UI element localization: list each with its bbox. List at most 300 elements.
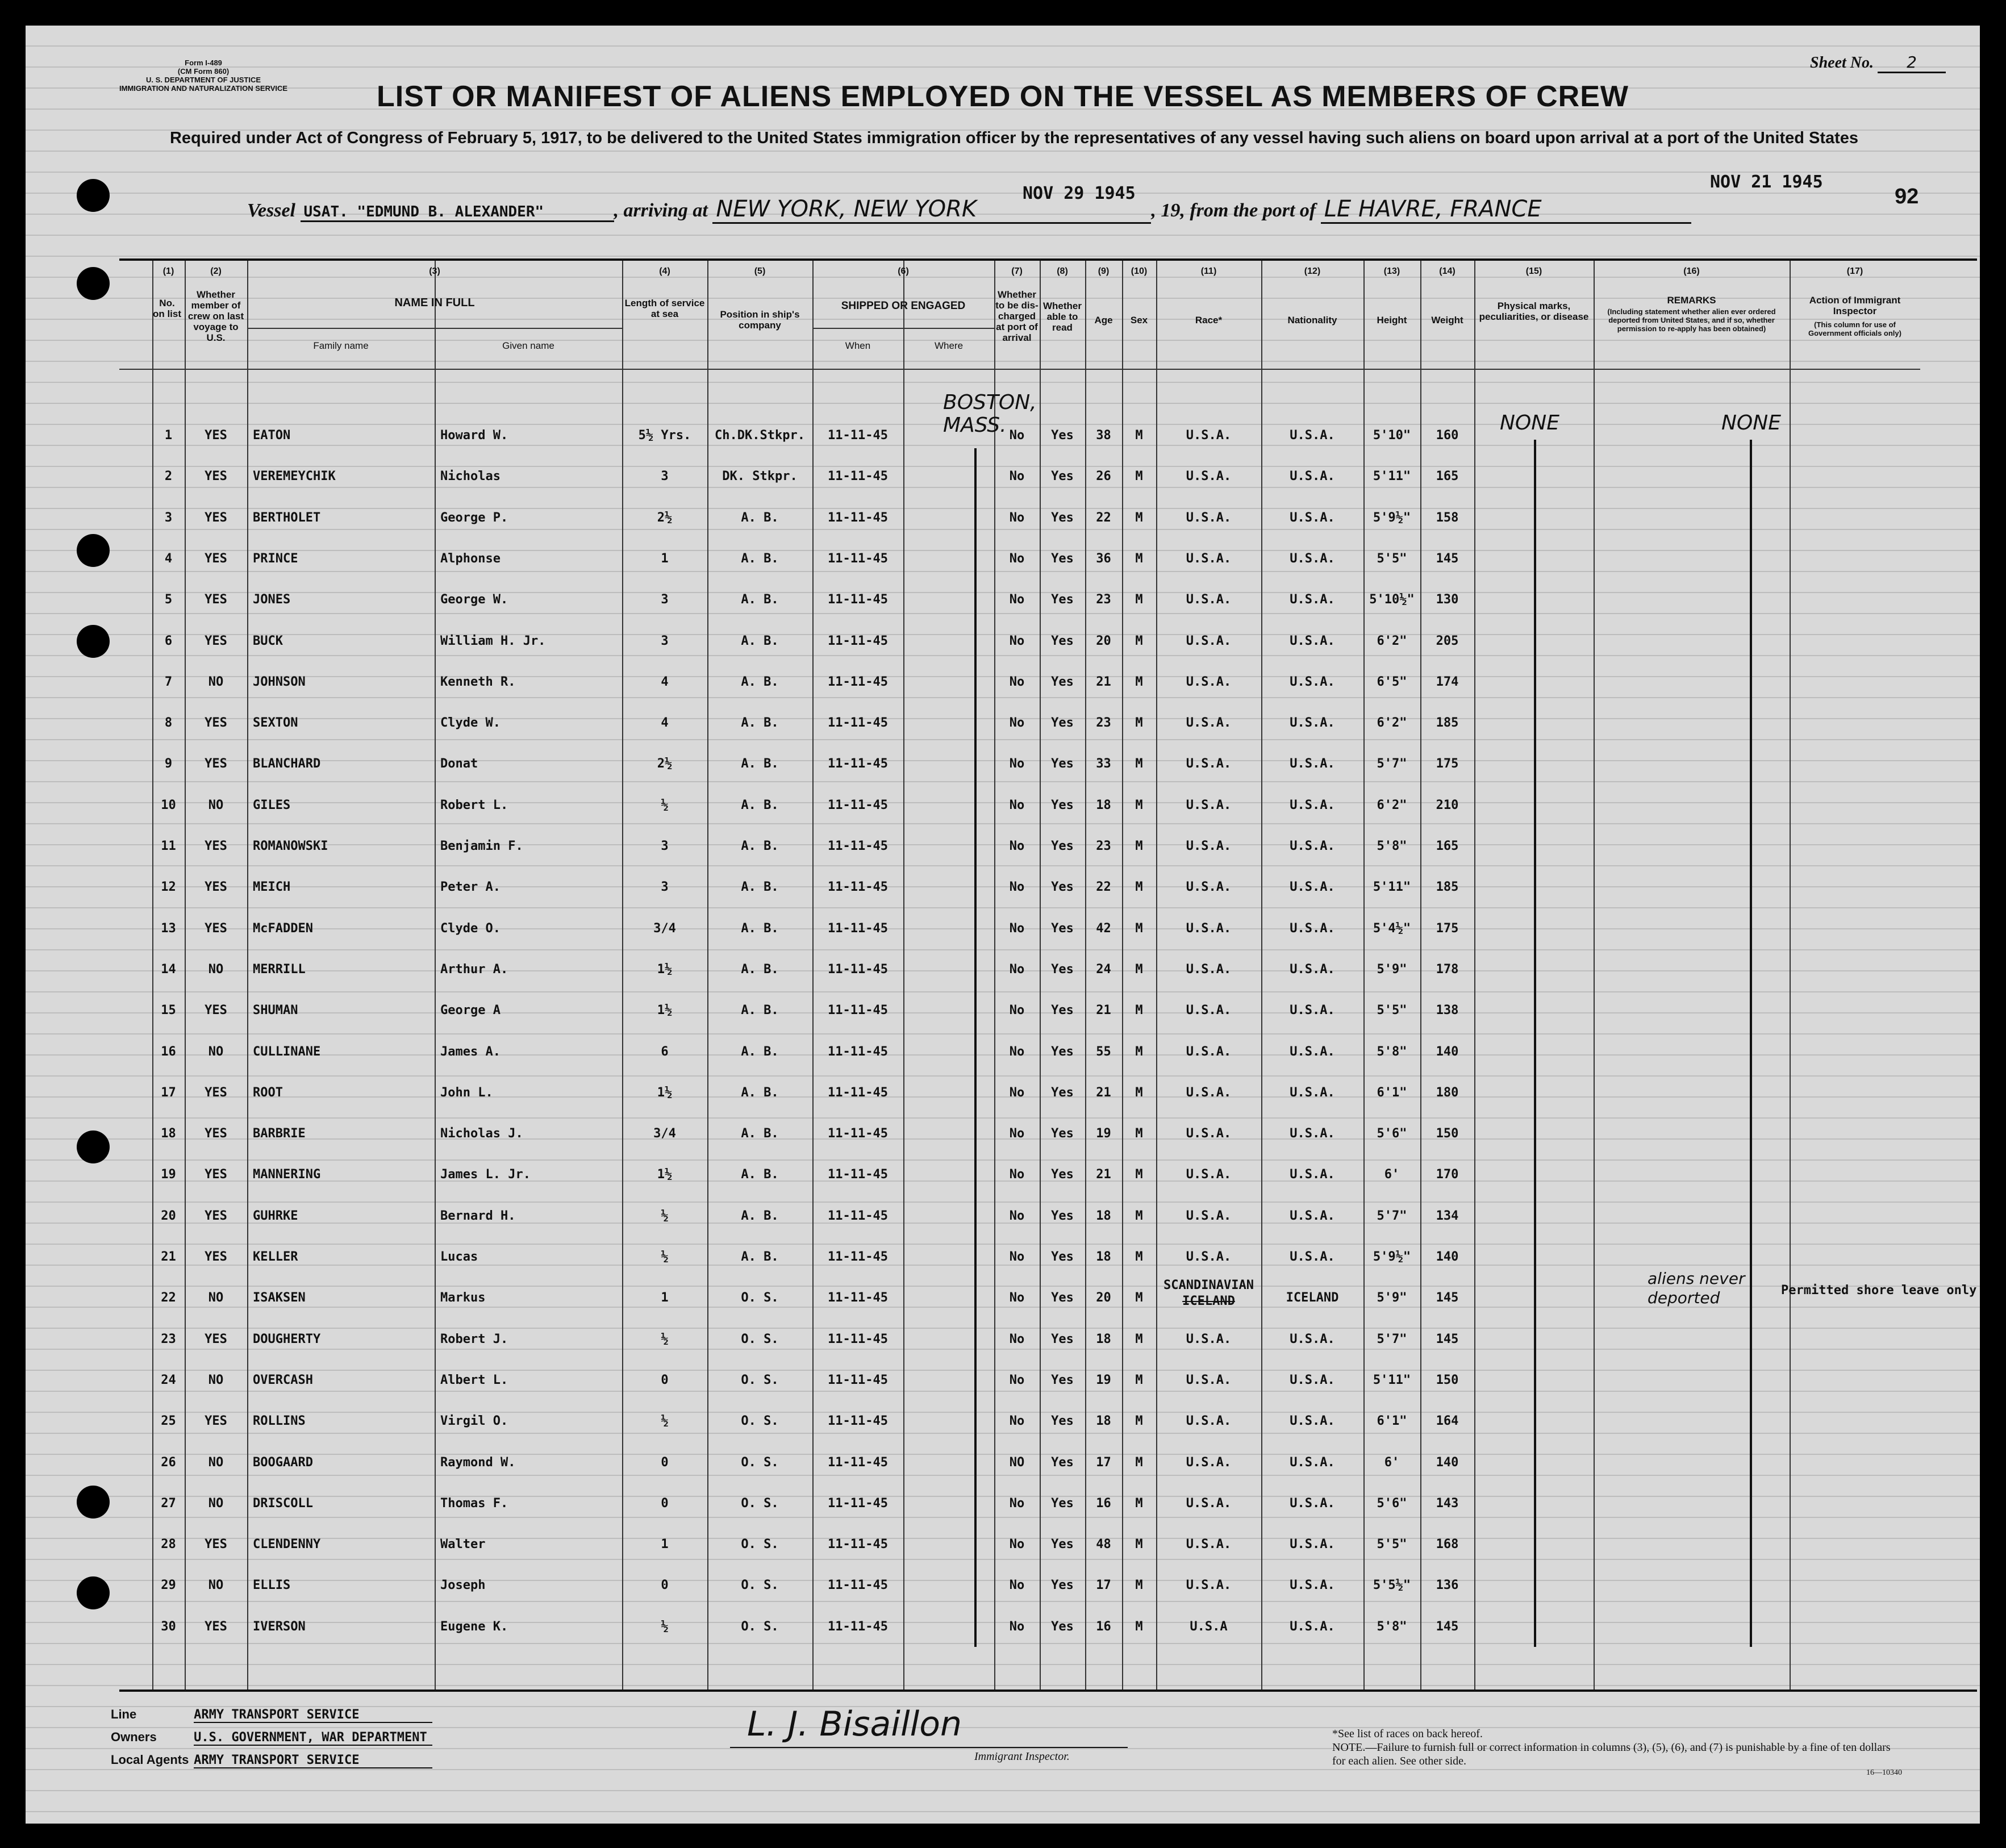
able-to-read: Yes [1051, 1208, 1074, 1223]
nationality: U.S.A. [1290, 880, 1335, 895]
family-name: ELLIS [253, 1578, 291, 1593]
engaged-date: 11-11-45 [828, 633, 888, 648]
column-number: (7) [1011, 266, 1023, 276]
family-name: ROMANOWSKI [253, 839, 328, 853]
previous-voyage: NO [208, 798, 224, 812]
previous-voyage: YES [205, 1085, 227, 1100]
agents-label: Local Agents [111, 1753, 189, 1767]
footer-owners [111, 1730, 432, 1746]
row-number: 18 [161, 1127, 176, 1141]
engaged-date: 11-11-45 [828, 880, 888, 895]
height: 5'10½" [1369, 593, 1415, 607]
height: 5'7" [1377, 757, 1407, 771]
previous-voyage: YES [205, 510, 227, 525]
engaged-date: 11-11-45 [828, 1373, 888, 1387]
height: 5'4½" [1373, 921, 1411, 936]
able-to-read: Yes [1051, 1044, 1074, 1059]
weight: 180 [1436, 1085, 1459, 1100]
previous-voyage: YES [205, 593, 227, 607]
engaged-date: 11-11-45 [828, 1414, 888, 1429]
family-name: BLANCHARD [253, 757, 321, 771]
given-name: Nicholas [440, 469, 501, 484]
length-of-service: 5½ Yrs. [638, 428, 691, 443]
discharged: No [1009, 551, 1025, 566]
able-to-read: Yes [1051, 1167, 1074, 1182]
row-number: 10 [161, 798, 176, 812]
manifest-sheet [26, 26, 1980, 1824]
discharged: No [1009, 1167, 1025, 1182]
column-number: (17) [1846, 266, 1863, 276]
column-rule [994, 261, 995, 1690]
sex: M [1135, 1085, 1143, 1100]
column-number: (9) [1098, 266, 1110, 276]
column-rule [812, 261, 814, 1690]
row-number: 12 [161, 880, 176, 895]
given-name: Thomas F. [440, 1496, 508, 1511]
age: 36 [1096, 551, 1111, 566]
nationality: U.S.A. [1290, 1044, 1335, 1059]
column-rule [1040, 261, 1041, 1690]
weight: 145 [1436, 1291, 1459, 1305]
length-of-service: 1 [661, 1291, 669, 1305]
previous-voyage: NO [208, 1373, 224, 1387]
family-name: CLENDENNY [253, 1537, 321, 1552]
weight: 210 [1436, 798, 1459, 812]
header-physical-marks: Physical marks, peculiarities, or disease [1479, 301, 1589, 322]
able-to-read: Yes [1051, 1496, 1074, 1511]
length-of-service: 3/4 [653, 921, 676, 936]
able-to-read: Yes [1051, 921, 1074, 936]
owners-label: Owners [111, 1730, 157, 1744]
nationality: U.S.A. [1290, 551, 1335, 566]
height: 5'10" [1373, 428, 1411, 443]
inspector-label: Immigrant Inspector. [974, 1750, 1070, 1763]
sex: M [1135, 1414, 1143, 1429]
engaged-date: 11-11-45 [828, 1208, 888, 1223]
previous-voyage: YES [205, 1537, 227, 1552]
length-of-service: 2½ [657, 757, 673, 771]
column-rule [1085, 261, 1086, 1690]
ship-position: O. S. [741, 1537, 779, 1552]
height: 5'5" [1377, 1003, 1407, 1018]
arrival-port: NEW YORK, NEW YORK [712, 196, 1151, 224]
height: 5'5" [1377, 551, 1407, 566]
old-form-number: (CM Form 860) [177, 67, 230, 76]
nationality: U.S.A. [1290, 1455, 1335, 1470]
manifest-page-number: 92 [1895, 185, 1919, 208]
length-of-service: ½ [661, 1414, 669, 1429]
age: 38 [1096, 428, 1111, 443]
weight: 140 [1436, 1455, 1459, 1470]
discharged: No [1009, 1537, 1025, 1552]
header-nationality: Nationality [1287, 315, 1337, 326]
header-shipped-engaged: SHIPPED OR ENGAGED [841, 300, 966, 312]
nationality: U.S.A. [1290, 1537, 1335, 1552]
engaged-date: 11-11-45 [828, 510, 888, 525]
row-number: 8 [164, 716, 173, 731]
ship-position: A. B. [741, 633, 779, 648]
header-remarks-note: (Including statement whether alien ever ordered deported from United States, and if so, whether permission to re-apply has been obtained) [1607, 307, 1776, 333]
previous-voyage: NO [208, 1455, 224, 1470]
year-label: , 19 [1151, 200, 1181, 221]
given-name: Albert L. [440, 1373, 508, 1387]
age: 55 [1096, 1044, 1111, 1059]
length-of-service: 3 [661, 633, 669, 648]
column-number: (1) [162, 266, 174, 276]
age: 23 [1096, 593, 1111, 607]
row-number: 11 [161, 839, 176, 853]
race: U.S.A. [1186, 1167, 1232, 1182]
row-number: 20 [161, 1208, 176, 1223]
sex: M [1135, 1496, 1143, 1511]
age: 18 [1096, 1332, 1111, 1346]
weight: 164 [1436, 1414, 1459, 1429]
row-number: 15 [161, 1003, 176, 1018]
engaged-date: 11-11-45 [828, 962, 888, 977]
row-number: 26 [161, 1455, 176, 1470]
height: 5'9½" [1373, 1250, 1411, 1264]
previous-voyage: YES [205, 1208, 227, 1223]
engaged-date: 11-11-45 [828, 1127, 888, 1141]
header-given-name: Given name [502, 340, 554, 351]
given-name: Bernard H. [440, 1208, 516, 1223]
header-no-on-list: No. on list [152, 298, 182, 319]
ship-position: A. B. [741, 674, 779, 689]
engaged-date: 11-11-45 [828, 1291, 888, 1305]
given-name: Howard W. [440, 428, 508, 443]
given-name: Clyde O. [440, 921, 501, 936]
sex: M [1135, 551, 1143, 566]
weight: 170 [1436, 1167, 1459, 1182]
race: U.S.A [1190, 1619, 1228, 1634]
age: 20 [1096, 1291, 1111, 1305]
age: 22 [1096, 880, 1111, 895]
family-name: MERRILL [253, 962, 306, 977]
sex: M [1135, 1578, 1143, 1593]
column-rule [185, 261, 186, 1690]
length-of-service: 3/4 [653, 1127, 676, 1141]
ship-position: A. B. [741, 716, 779, 731]
discharged: No [1009, 469, 1025, 484]
shipped-where-handwritten: BOSTON, MASS. [943, 391, 1037, 437]
discharged: No [1009, 839, 1025, 853]
able-to-read: Yes [1051, 1578, 1074, 1593]
weight: 140 [1436, 1250, 1459, 1264]
discharged: No [1009, 428, 1025, 443]
ship-position: Ch.DK.Stkpr. [715, 428, 805, 443]
family-name: ROLLINS [253, 1414, 306, 1429]
race: U.S.A. [1186, 1208, 1232, 1223]
height: 6'1" [1377, 1414, 1407, 1429]
weight: 130 [1436, 593, 1459, 607]
header-discharged: Whether to be dis-charged at port of arrival [995, 289, 1039, 343]
sheet-number-label: Sheet No. [1810, 54, 1874, 72]
column-number: (4) [659, 266, 670, 276]
previous-voyage: YES [205, 1332, 227, 1346]
ship-position: O. S. [741, 1496, 779, 1511]
discharged: No [1009, 1496, 1025, 1511]
age: 23 [1096, 716, 1111, 731]
able-to-read: Yes [1051, 510, 1074, 525]
engaged-date: 11-11-45 [828, 1250, 888, 1264]
height: 5'11" [1373, 469, 1411, 484]
age: 16 [1096, 1496, 1111, 1511]
able-to-read: Yes [1051, 716, 1074, 731]
nationality: U.S.A. [1290, 757, 1335, 771]
race: U.S.A. [1186, 1250, 1232, 1264]
nationality: U.S.A. [1290, 839, 1335, 853]
given-name: Raymond W. [440, 1455, 516, 1470]
able-to-read: Yes [1051, 1537, 1074, 1552]
column-rule [1122, 261, 1123, 1690]
age: 48 [1096, 1537, 1111, 1552]
ship-position: A. B. [741, 1127, 779, 1141]
previous-voyage: YES [205, 1250, 227, 1264]
race: U.S.A. [1186, 510, 1232, 525]
weight: 178 [1436, 962, 1459, 977]
vessel-label: Vessel [247, 200, 295, 221]
ship-position: O. S. [741, 1332, 779, 1346]
ship-position: A. B. [741, 921, 779, 936]
given-name: Kenneth R. [440, 674, 516, 689]
discharged: No [1009, 1291, 1025, 1305]
row-number: 19 [161, 1167, 176, 1182]
length-of-service: 3 [661, 880, 669, 895]
height: 5'11" [1373, 880, 1411, 895]
sex: M [1135, 839, 1143, 853]
family-name: SEXTON [253, 716, 298, 731]
family-name: KELLER [253, 1250, 298, 1264]
height: 6' [1384, 1167, 1400, 1182]
weight: 160 [1436, 428, 1459, 443]
given-name: Benjamin F. [440, 839, 523, 853]
previous-voyage: NO [208, 1044, 224, 1059]
sex: M [1135, 1044, 1143, 1059]
height: 5'8" [1377, 1044, 1407, 1059]
nationality: U.S.A. [1290, 1619, 1335, 1634]
nationality: U.S.A. [1290, 1578, 1335, 1593]
able-to-read: Yes [1051, 1414, 1074, 1429]
ship-position: O. S. [741, 1455, 779, 1470]
header-able-to-read: Whether able to read [1043, 301, 1082, 333]
previous-voyage: NO [208, 962, 224, 977]
discharged: No [1009, 674, 1025, 689]
age: 21 [1096, 674, 1111, 689]
sex: M [1135, 1537, 1143, 1552]
footer-notes [1332, 1727, 1900, 1768]
punch-hole [77, 1486, 110, 1519]
discharged: No [1009, 510, 1025, 525]
race: U.S.A. [1186, 1578, 1232, 1593]
family-name: EATON [253, 428, 291, 443]
row-number: 16 [161, 1044, 176, 1059]
previous-voyage: YES [205, 839, 227, 853]
ship-position: A. B. [741, 1003, 779, 1018]
column-number: (5) [754, 266, 766, 276]
ship-position: A. B. [741, 1044, 779, 1059]
row-number: 27 [161, 1496, 176, 1511]
header-previous-voyage: Whether member of crew on last voyage to U.S. [187, 289, 244, 343]
previous-voyage: NO [208, 674, 224, 689]
engaged-date: 11-11-45 [828, 674, 888, 689]
race: U.S.A. [1186, 1332, 1232, 1346]
engaged-date: 11-11-45 [828, 757, 888, 771]
column-rule [1594, 261, 1595, 1690]
previous-voyage: YES [205, 1003, 227, 1018]
height: 6'5" [1377, 674, 1407, 689]
weight: 165 [1436, 469, 1459, 484]
engaged-date: 11-11-45 [828, 1455, 888, 1470]
races-note: *See list of races on back hereof. [1332, 1728, 1483, 1740]
weight: 145 [1436, 1619, 1459, 1634]
given-name: John L. [440, 1085, 493, 1100]
row-number: 2 [164, 469, 173, 484]
able-to-read: Yes [1051, 1127, 1074, 1141]
age: 22 [1096, 510, 1111, 525]
family-name: CULLINANE [253, 1044, 321, 1059]
able-to-read: Yes [1051, 428, 1074, 443]
nationality: U.S.A. [1290, 1496, 1335, 1511]
previous-voyage: YES [205, 1414, 227, 1429]
height: 5'11" [1373, 1373, 1411, 1387]
height: 5'5½" [1373, 1578, 1411, 1593]
column-number: (13) [1383, 266, 1400, 276]
able-to-read: Yes [1051, 1003, 1074, 1018]
header-position: Position in ship's company [720, 309, 800, 331]
length-of-service: 1 [661, 1537, 669, 1552]
able-to-read: Yes [1051, 1332, 1074, 1346]
height: 5'8" [1377, 1619, 1407, 1634]
given-name: Eugene K. [440, 1619, 508, 1634]
previous-voyage: YES [205, 551, 227, 566]
given-name: George W. [440, 593, 508, 607]
header-rule [812, 328, 994, 329]
race: U.S.A. [1186, 1085, 1232, 1100]
discharged: No [1009, 1003, 1025, 1018]
discharged: No [1009, 1044, 1025, 1059]
weight: 145 [1436, 551, 1459, 566]
height: 6' [1384, 1455, 1400, 1470]
age: 20 [1096, 633, 1111, 648]
race: U.S.A. [1186, 469, 1232, 484]
departure-port: LE HAVRE, FRANCE [1321, 196, 1691, 224]
arriving-label: , arriving at [614, 200, 708, 221]
footer-agents [111, 1753, 432, 1768]
weight: 185 [1436, 880, 1459, 895]
column-rule [1156, 261, 1157, 1690]
height: 5'6" [1377, 1496, 1407, 1511]
header-when: When [845, 340, 871, 351]
able-to-read: Yes [1051, 757, 1074, 771]
family-name: OVERCASH [253, 1373, 313, 1387]
ditto-line-physical [1534, 440, 1536, 1647]
age: 21 [1096, 1003, 1111, 1018]
sex: M [1135, 469, 1143, 484]
agents-value: ARMY TRANSPORT SERVICE [194, 1753, 432, 1768]
length-of-service: 3 [661, 593, 669, 607]
department-name: U. S. DEPARTMENT OF JUSTICE [146, 76, 261, 84]
column-rule [1261, 261, 1262, 1690]
race: U.S.A. [1186, 880, 1232, 895]
age: 21 [1096, 1085, 1111, 1100]
discharged: No [1009, 962, 1025, 977]
age: 21 [1096, 1167, 1111, 1182]
age: 24 [1096, 962, 1111, 977]
family-name: GILES [253, 798, 291, 812]
sex: M [1135, 510, 1143, 525]
able-to-read: Yes [1051, 1373, 1074, 1387]
discharged: No [1009, 716, 1025, 731]
sex: M [1135, 1167, 1143, 1182]
race: SCANDINAVIAN [1163, 1278, 1254, 1293]
header-age: Age [1094, 315, 1113, 326]
given-name: William H. Jr. [440, 633, 546, 648]
previous-voyage: NO [208, 1578, 224, 1593]
row-number: 28 [161, 1537, 176, 1552]
sex: M [1135, 757, 1143, 771]
row-number: 7 [164, 674, 173, 689]
ship-position: A. B. [741, 593, 779, 607]
nationality: U.S.A. [1290, 593, 1335, 607]
engaged-date: 11-11-45 [828, 1044, 888, 1059]
given-name: Arthur A. [440, 962, 508, 977]
discharged: No [1009, 593, 1025, 607]
engaged-date: 11-11-45 [828, 1332, 888, 1346]
row-number: 22 [161, 1291, 176, 1305]
race: U.S.A. [1186, 1455, 1232, 1470]
sex: M [1135, 593, 1143, 607]
column-number: (6) [898, 266, 909, 276]
sex: M [1135, 798, 1143, 812]
race: U.S.A. [1186, 674, 1232, 689]
weight: 175 [1436, 921, 1459, 936]
header-where: Where [934, 340, 964, 351]
height: 5'6" [1377, 1127, 1407, 1141]
length-of-service: 3 [661, 839, 669, 853]
discharged: No [1009, 1578, 1025, 1593]
family-name: MANNERING [253, 1167, 321, 1182]
punch-hole [77, 1576, 110, 1609]
row-number: 17 [161, 1085, 176, 1100]
inspector-signature: L. J. Bisaillon [747, 1704, 962, 1744]
family-name: PRINCE [253, 551, 298, 566]
column-rule [247, 261, 248, 1690]
age: 18 [1096, 1250, 1111, 1264]
previous-voyage: YES [205, 1619, 227, 1634]
given-name: Alphonse [440, 551, 501, 566]
previous-voyage: YES [205, 1127, 227, 1141]
discharged: No [1009, 1373, 1025, 1387]
punch-hole [77, 179, 110, 212]
ship-position: A. B. [741, 839, 779, 853]
age: 17 [1096, 1455, 1111, 1470]
header-race: Race* [1195, 315, 1223, 326]
family-name: GUHRKE [253, 1208, 298, 1223]
race: U.S.A. [1186, 633, 1232, 648]
signature-line [730, 1747, 1128, 1748]
nationality: U.S.A. [1290, 428, 1335, 443]
column-rule [1363, 261, 1365, 1690]
weight: 175 [1436, 757, 1459, 771]
row-number: 30 [161, 1619, 176, 1634]
length-of-service: ½ [661, 1250, 669, 1264]
engaged-date: 11-11-45 [828, 921, 888, 936]
family-name: BUCK [253, 633, 283, 648]
column-number: (10) [1131, 266, 1148, 276]
ship-position: A. B. [741, 551, 779, 566]
header-inspector-action: Action of Immigrant Inspector [1809, 295, 1901, 316]
previous-voyage: YES [205, 633, 227, 648]
